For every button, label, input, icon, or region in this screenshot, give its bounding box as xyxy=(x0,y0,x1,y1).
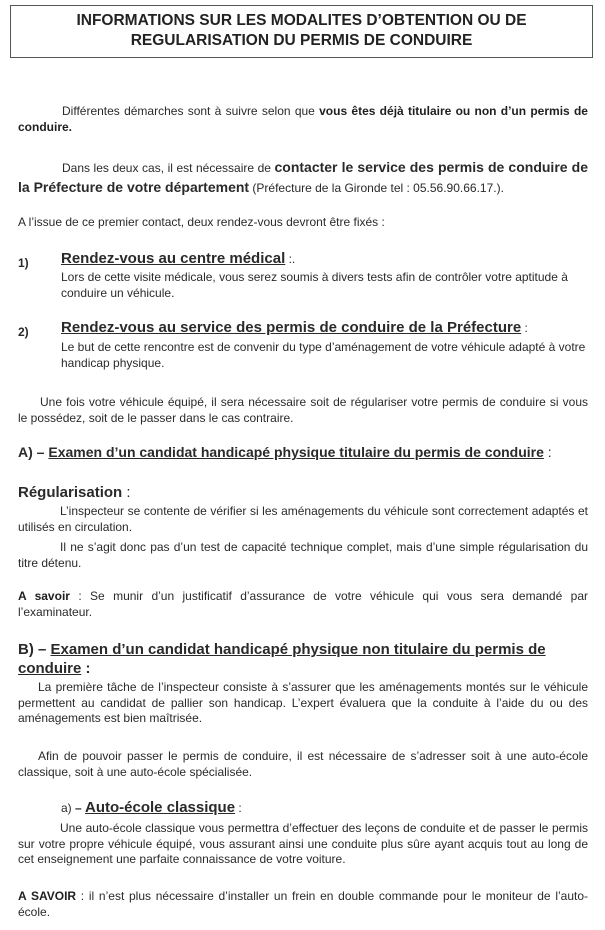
rdv-1-heading xyxy=(61,251,588,268)
title-line-1: INFORMATIONS SUR LES MODALITES D’OBTENTION OU DE xyxy=(76,12,527,29)
intro-p2-text: Dans les deux cas, il est nécessaire de xyxy=(62,161,275,175)
rdv-1-suffix: :. xyxy=(285,252,296,266)
intro-paragraph-2 xyxy=(18,158,588,198)
section-b-dash: – xyxy=(33,641,51,658)
intro-paragraph-3: A l’issue de ce premier contact, deux rendez-vous devront être fixés : xyxy=(18,215,385,229)
title-box xyxy=(10,5,593,58)
section-b-paragraph-1: La première tâche de l’inspecteur consiste à s’assurer que les aménagements montés sur le véhicule permettent au candidat de pallier son handicap. L’expert évaluera que la conduite à l’aide du ou des aménagements est bien maîtrisée. xyxy=(18,680,588,725)
auto-ecole-dash: – xyxy=(71,801,86,815)
section-b-heading xyxy=(18,640,558,678)
regularisation-heading xyxy=(18,485,131,501)
section-a-paragraph-2: Il ne s’agit donc pas d’un test de capacité technique complet, mais d’une simple régularisation du titre détenu. xyxy=(18,540,588,570)
regularisation-title: Régularisation xyxy=(18,484,123,501)
intro-p1-bold: vous êtes déjà titulaire ou non d’un permis de conduire. xyxy=(18,104,588,134)
section-a-suffix: : xyxy=(543,444,552,460)
section-b-note-text: : il n’est plus nécessaire d’installer un frein en double commande pour le moniteur de l’auto-école. xyxy=(18,889,589,919)
after-rdv-paragraph: Une fois votre véhicule équipé, il sera nécessaire soit de régulariser votre permis de conduire si vous le possédez, soit de le passer dans le cas contraire. xyxy=(18,395,588,425)
intro-p1-text: Différentes démarches sont à suivre selon que xyxy=(62,104,320,118)
rdv-2-text: Le but de cette rencontre est de convenir du type d’aménagement de votre véhicule adapté à votre handicap physique. xyxy=(61,340,586,370)
section-b-prefix: B) xyxy=(18,641,34,658)
rdv-1-number: 1) xyxy=(18,256,29,270)
section-a-note-label: A savoir xyxy=(18,589,70,603)
section-b-title: Examen d’un candidat handicapé physique non titulaire du permis de conduire xyxy=(18,641,546,677)
section-b-suffix: : xyxy=(81,660,91,677)
section-a-dash: – xyxy=(32,444,49,460)
title-line-2: REGULARISATION DU PERMIS DE CONDUIRE xyxy=(130,32,473,49)
section-a-paragraph-1: L’inspecteur se contente de vérifier si les aménagements du véhicule sont correctement adaptés et utilisés en circulation. xyxy=(18,504,588,534)
section-b-paragraph-3: Une auto-école classique vous permettra d’effectuer des leçons de conduite et de passer le permis sur votre propre véhicule équipé, vous assurant ainsi une conduite plus sûre ayant acquis tout au long de cet enseignement une parfaite connaissance de votre voiture. xyxy=(18,821,588,866)
auto-ecole-prefix: a) xyxy=(61,801,72,815)
intro-p2-phone: (Préfecture de la Gironde tel : 05.56.90.66.17.). xyxy=(249,181,504,195)
section-b-note-label: A SAVOIR xyxy=(18,889,77,903)
section-a-heading xyxy=(18,445,593,461)
section-a-title: Examen d’un candidat handicapé physique titulaire du permis de conduire xyxy=(48,444,544,460)
rdv-2-title: Rendez-vous au service des permis de conduire de la Préfecture xyxy=(61,319,522,336)
intro-paragraph-1 xyxy=(18,104,588,135)
regularisation-suffix: : xyxy=(122,484,131,501)
rdv-1-title: Rendez-vous au centre médical xyxy=(61,250,286,267)
rdv-2-number: 2) xyxy=(18,325,29,339)
section-a-prefix: A) xyxy=(18,444,33,460)
section-a-note xyxy=(18,589,588,620)
auto-ecole-title: Auto-école classique xyxy=(85,799,236,816)
rdv-2-suffix: : xyxy=(521,321,528,335)
section-b-paragraph-2: Afin de pouvoir passer le permis de conduire, il est nécessaire de s’adresser soit à une auto-école classique, soit à une auto-école spécialisée. xyxy=(18,749,588,779)
section-b-note xyxy=(18,889,588,920)
intro-p2-highlight: contacter le service des permis de conduire de la Préfecture de votre département xyxy=(18,159,588,195)
auto-ecole-suffix: : xyxy=(235,801,242,815)
rdv-1-text: Lors de cette visite médicale, vous serez soumis à divers tests afin de contrôler votre aptitude à conduire un véhicule. xyxy=(61,270,568,300)
auto-ecole-heading xyxy=(61,800,581,817)
rdv-2-heading xyxy=(61,320,588,337)
section-a-note-text: : Se munir d’un justificatif d’assurance de votre véhicule qui vous sera demandé par l’examinateur. xyxy=(18,589,588,619)
